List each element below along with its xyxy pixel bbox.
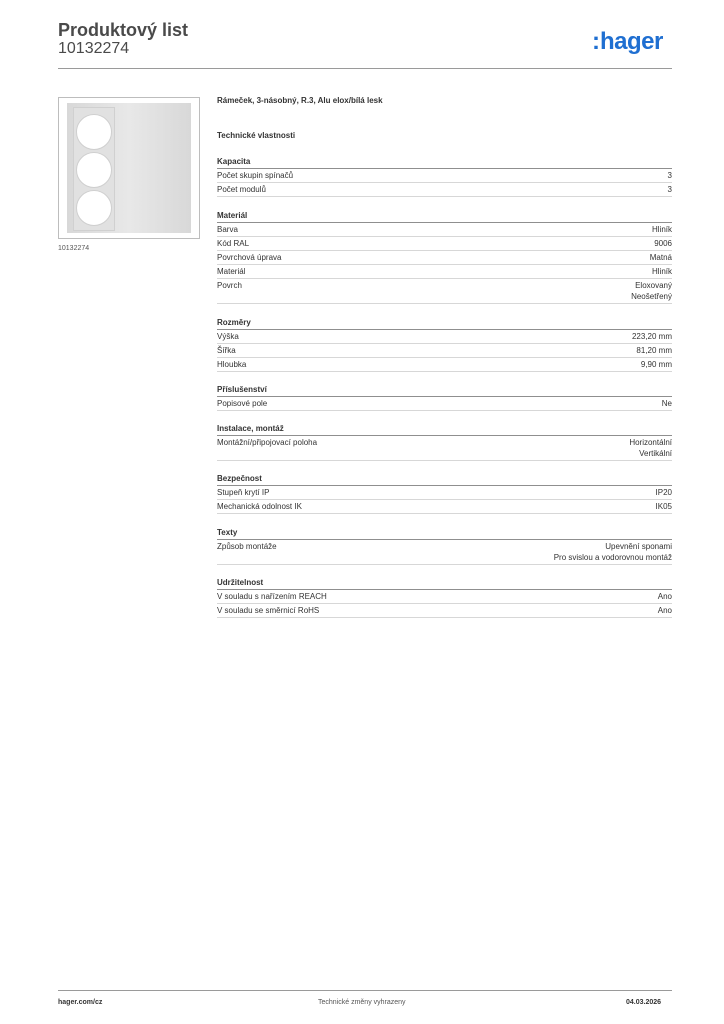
section-heading: Technické vlastnosti <box>217 131 296 140</box>
spec-group <box>217 316 672 372</box>
spec-label: Počet skupin spínačů <box>217 171 294 180</box>
spec-value-line: Eloxovaný <box>635 281 672 290</box>
spec-row <box>217 183 672 197</box>
image-caption: 10132274 <box>58 245 90 252</box>
product-code: 10132274 <box>58 40 130 57</box>
frame-opening-3 <box>76 190 112 226</box>
spec-value <box>636 345 672 356</box>
spec-label: Způsob montáže <box>217 542 277 551</box>
spec-group-title: Texty <box>217 526 672 540</box>
spec-row <box>217 330 672 344</box>
spec-value <box>631 280 672 302</box>
spec-value <box>650 252 672 263</box>
spec-label: Popisové pole <box>217 399 268 408</box>
spec-value <box>554 541 672 563</box>
footer-divider <box>58 990 672 991</box>
spec-value <box>652 224 672 235</box>
spec-row <box>217 223 672 237</box>
spec-group <box>217 526 672 565</box>
spec-value <box>668 184 672 195</box>
spec-label: Montážní/připojovací poloha <box>217 438 318 447</box>
spec-value-line: Horizontální <box>629 438 672 447</box>
footer-website: hager.com/cz <box>58 999 103 1006</box>
spec-value-line: Hliník <box>651 225 672 234</box>
frame-illustration <box>67 103 191 233</box>
frame-opening-2 <box>76 152 112 188</box>
spec-value-line: 3 <box>667 171 672 180</box>
spec-value <box>656 501 672 512</box>
spec-value-line: Vertikální <box>639 449 672 458</box>
spec-row <box>217 486 672 500</box>
spec-label: V souladu s nařízením REACH <box>217 592 327 601</box>
spec-value <box>641 359 672 370</box>
frame-opening-1 <box>76 114 112 150</box>
spec-value <box>629 437 672 459</box>
spec-group-title: Instalace, montáž <box>217 422 672 436</box>
spec-group-title: Rozměry <box>217 316 672 330</box>
spec-row <box>217 169 672 183</box>
logo-mark-icon: : <box>592 28 600 55</box>
spec-group-title: Příslušenství <box>217 383 672 397</box>
spec-value-line: Ano <box>657 606 672 615</box>
spec-row <box>217 590 672 604</box>
spec-row <box>217 265 672 279</box>
spec-label: V souladu se směrnicí RoHS <box>217 606 320 615</box>
footer-note: Technické změny vyhrazeny <box>318 999 406 1006</box>
spec-value <box>654 238 672 249</box>
header-divider <box>58 68 672 69</box>
spec-value <box>658 605 672 616</box>
spec-group <box>217 209 672 304</box>
logo-text: hager <box>600 28 663 55</box>
hager-logo <box>592 28 663 56</box>
spec-value-line: Ne <box>661 399 672 408</box>
spec-value-line: Hliník <box>651 267 672 276</box>
spec-label: Povrch <box>217 281 242 290</box>
spec-value-line: IK05 <box>655 502 672 511</box>
spec-group <box>217 576 672 618</box>
spec-row <box>217 540 672 565</box>
spec-row <box>217 237 672 251</box>
spec-value-line: Ano <box>657 592 672 601</box>
spec-value-line: 3 <box>667 185 672 194</box>
spec-value-line: Matná <box>649 253 672 262</box>
spec-value-line: 9006 <box>654 239 672 248</box>
spec-row <box>217 279 672 304</box>
spec-value-line: IP20 <box>655 488 672 497</box>
footer-date: 04.03.2026 <box>626 999 662 1006</box>
spec-label: Šířka <box>217 346 236 355</box>
spec-value-line: Upevnění sponami <box>605 542 672 551</box>
spec-group-title: Materiál <box>217 209 672 223</box>
spec-value <box>632 331 672 342</box>
spec-label: Povrchová úprava <box>217 253 282 262</box>
spec-row <box>217 358 672 372</box>
spec-group-title: Udržitelnost <box>217 576 672 590</box>
spec-label: Výška <box>217 332 239 341</box>
spec-label: Materiál <box>217 267 246 276</box>
spec-group <box>217 422 672 461</box>
page-title: Produktový list <box>58 20 189 40</box>
spec-row <box>217 251 672 265</box>
spec-row <box>217 604 672 618</box>
spec-group <box>217 155 672 197</box>
spec-value-line: Pro svislou a vodorovnou montáž <box>553 553 672 562</box>
spec-group-title: Kapacita <box>217 155 672 169</box>
spec-label: Kód RAL <box>217 239 250 248</box>
spec-group-title: Bezpečnost <box>217 472 672 486</box>
spec-label: Hloubka <box>217 360 247 369</box>
spec-value-line: 9,90 mm <box>640 360 672 369</box>
product-image <box>58 97 200 239</box>
spec-group <box>217 472 672 514</box>
spec-label: Stupeň krytí IP <box>217 488 270 497</box>
spec-value-line: 81,20 mm <box>636 346 672 355</box>
spec-value <box>658 591 672 602</box>
spec-label: Počet modulů <box>217 185 266 194</box>
spec-row <box>217 344 672 358</box>
spec-value-line: Neošetřený <box>631 292 672 301</box>
spec-row <box>217 500 672 514</box>
spec-value <box>662 398 672 409</box>
spec-group <box>217 383 672 411</box>
spec-value <box>656 487 672 498</box>
spec-row <box>217 397 672 411</box>
spec-value <box>668 170 672 181</box>
spec-label: Mechanická odolnost IK <box>217 502 302 511</box>
product-title: Rámeček, 3-násobný, R.3, Alu elox/bílá lesk <box>217 96 383 105</box>
spec-label: Barva <box>217 225 238 234</box>
frame-plate <box>73 107 115 231</box>
spec-value-line: 223,20 mm <box>631 332 672 341</box>
spec-value <box>652 266 672 277</box>
spec-row <box>217 436 672 461</box>
